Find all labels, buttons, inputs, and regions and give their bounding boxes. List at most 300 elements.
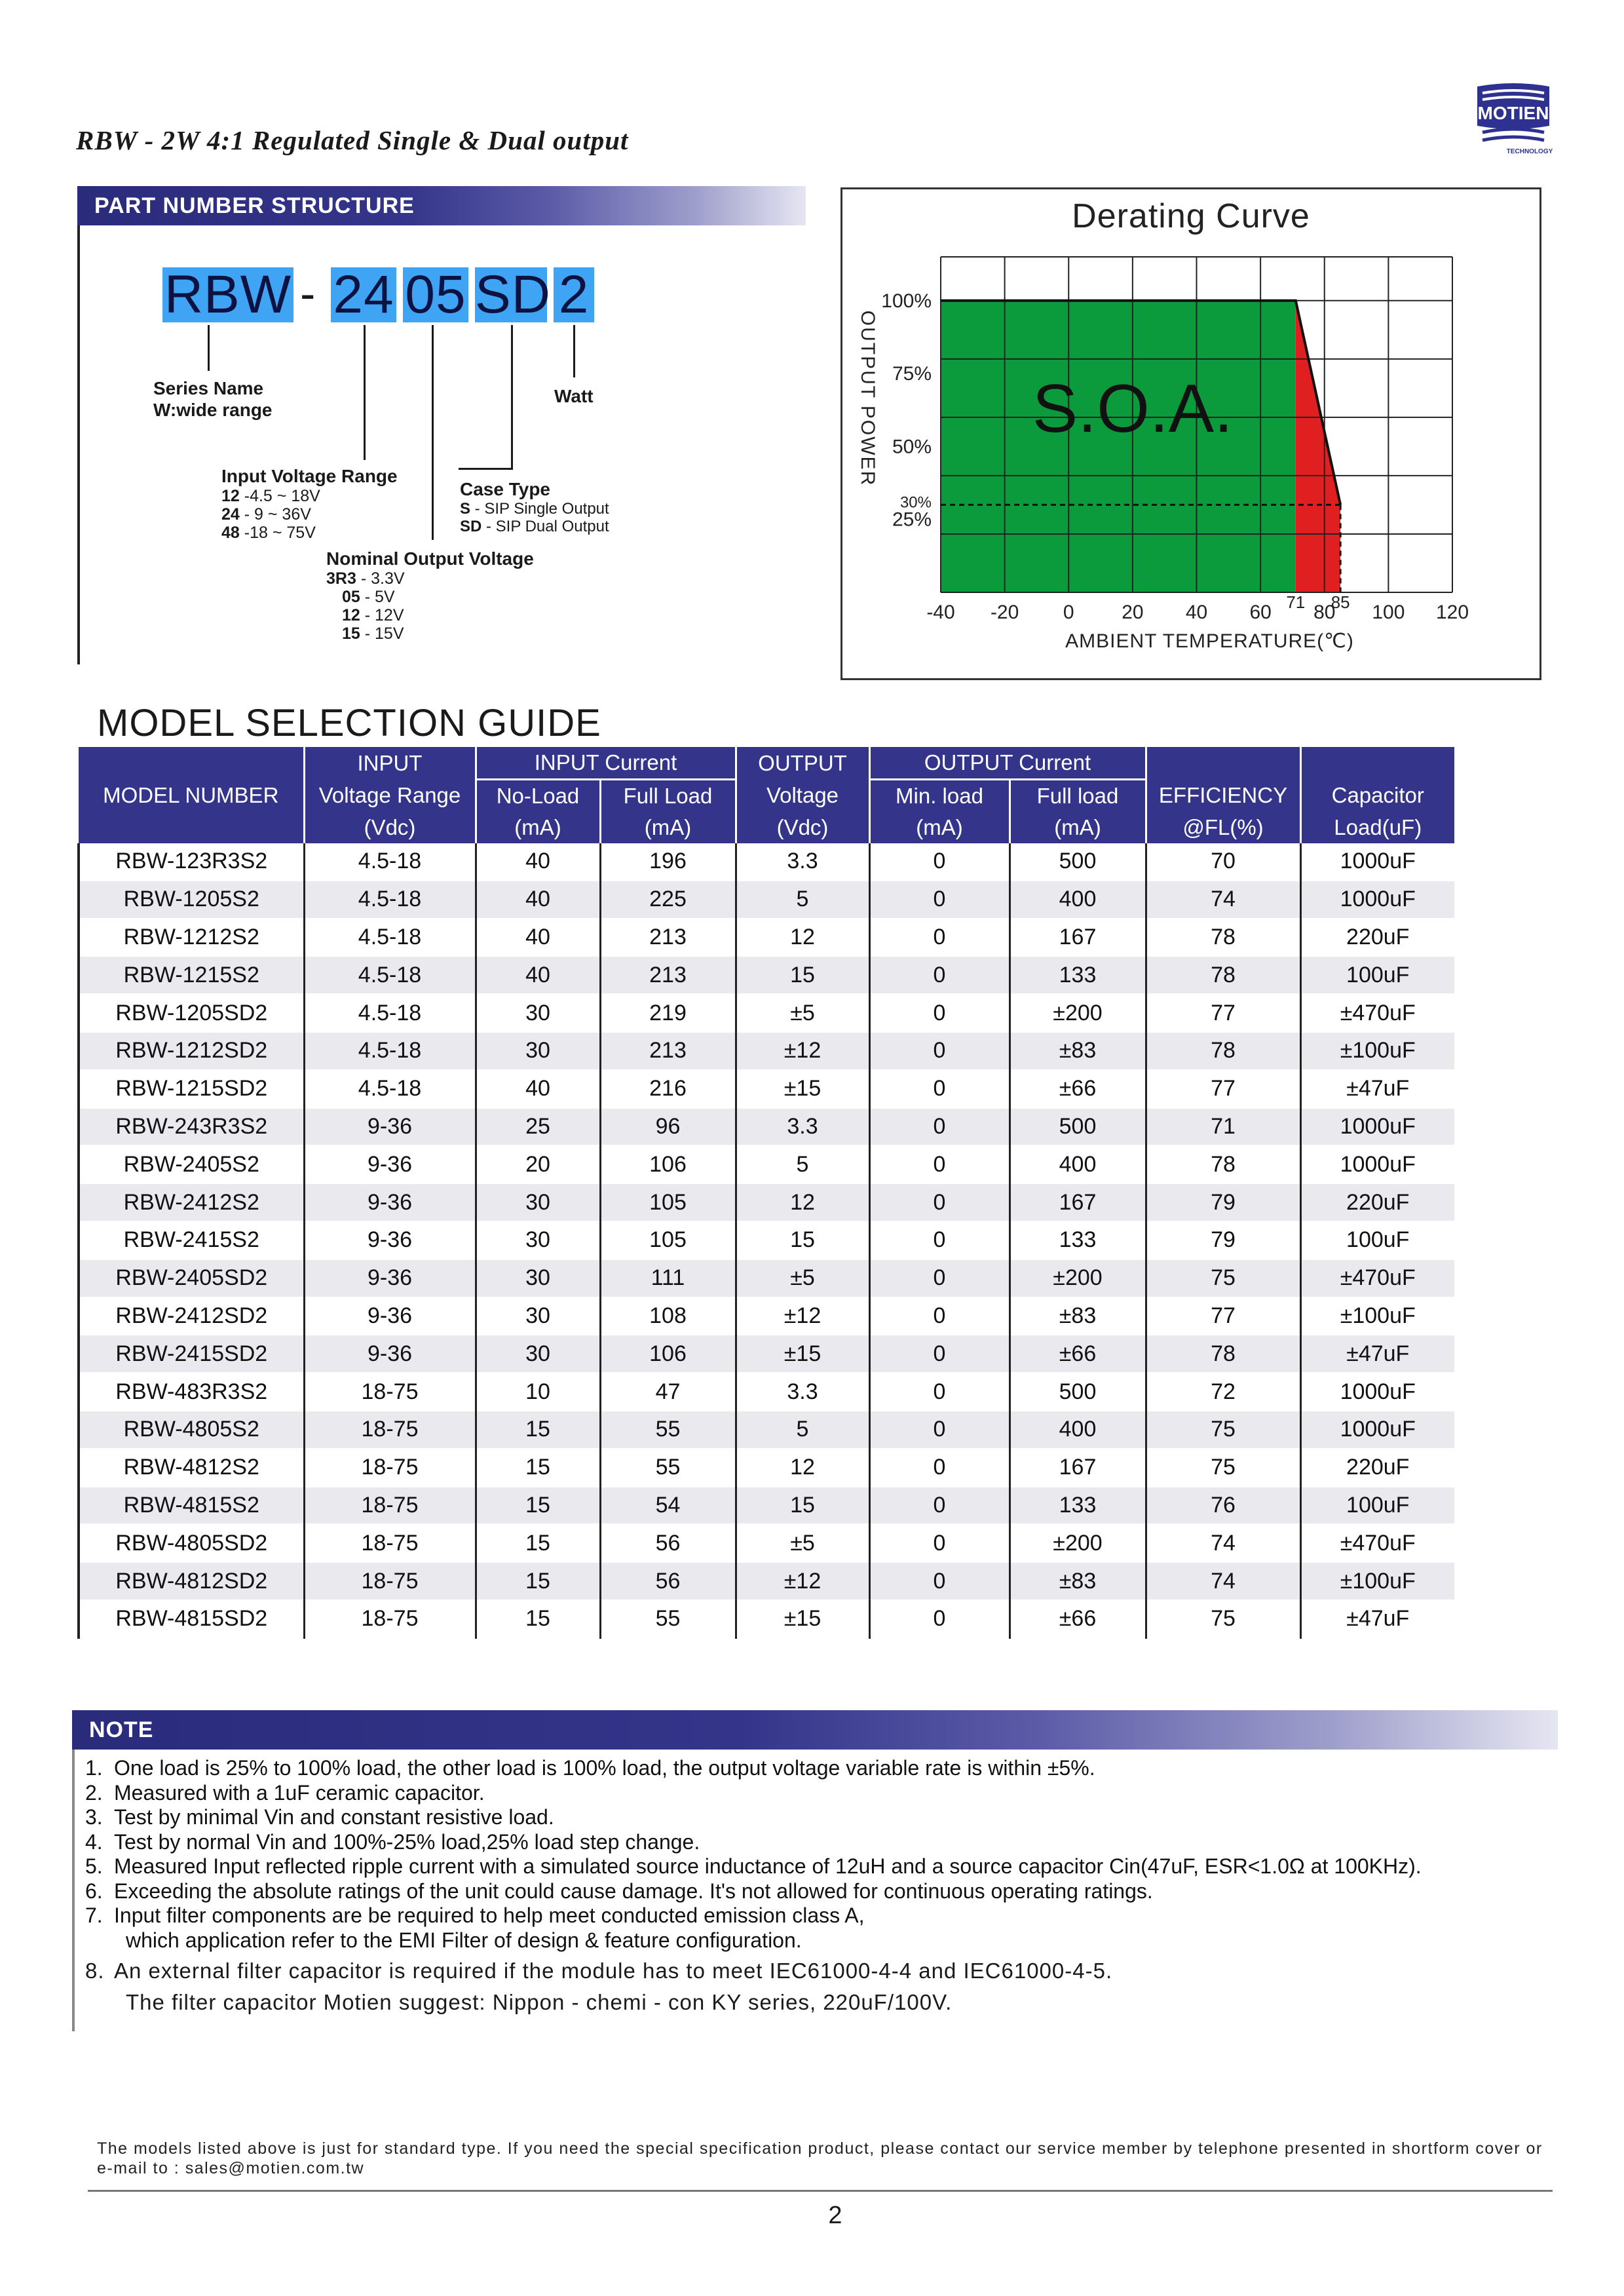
th-capacitor-top — [1300, 747, 1454, 780]
table-cell: 220uF — [1300, 1449, 1454, 1487]
table-row — [79, 1297, 1454, 1335]
table-cell: ±12 — [736, 1562, 869, 1600]
table-cell: 100uF — [1300, 956, 1454, 994]
table-cell: 56 — [600, 1562, 736, 1600]
list-item: 15 - 15V — [342, 624, 404, 643]
motien-logo — [1464, 80, 1562, 159]
table-cell: 4.5-18 — [304, 1032, 476, 1070]
table-cell: 25 — [476, 1108, 600, 1146]
derating-chart — [840, 187, 1541, 680]
th-output-current: OUTPUT Current — [869, 747, 1146, 780]
table-cell: 216 — [600, 1070, 736, 1108]
x-tick-label: 60 — [1249, 602, 1272, 623]
table-cell: ±83 — [1010, 1562, 1146, 1600]
list-item: 24 - 9 ~ 36V — [221, 505, 311, 524]
table-cell: 400 — [1010, 1145, 1146, 1183]
note-item: 1. One load is 25% to 100% load, the other load is 100% load, the output voltage variable rate is within ±5%. — [85, 1756, 1095, 1780]
table-cell: 4.5-18 — [304, 843, 476, 881]
table-row — [79, 1411, 1454, 1449]
pn-input-box: 24 — [331, 267, 396, 322]
list-item: SD - SIP Dual Output — [460, 518, 609, 535]
section-left-rule — [77, 225, 80, 664]
table-cell: 100uF — [1300, 1221, 1454, 1259]
series-connector — [208, 325, 210, 371]
table-cell: 0 — [869, 1600, 1010, 1638]
table-cell: ±66 — [1010, 1600, 1146, 1638]
table-cell: 0 — [869, 1032, 1010, 1070]
table-cell: 30 — [476, 1032, 600, 1070]
table-row — [79, 1259, 1454, 1297]
note-item: 5. Measured Input reflected ripple current with a simulated source inductance of 12uH and a source capacitor Cin(47uF, ESR<1.0Ω at 100KHz). — [85, 1854, 1422, 1878]
table-cell: 4.5-18 — [304, 994, 476, 1032]
case-type-list — [460, 500, 609, 535]
list-item: S - SIP Single Output — [460, 500, 609, 518]
table-cell: 1000uF — [1300, 881, 1454, 919]
th-model — [79, 747, 304, 780]
th-fl: @FL(%) — [1146, 812, 1300, 843]
table-cell: ±200 — [1010, 994, 1146, 1032]
th-load-uf: Load(uF) — [1300, 812, 1454, 843]
table-cell: ±66 — [1010, 1335, 1146, 1373]
table-cell: ±100uF — [1300, 1297, 1454, 1335]
table-cell: 5 — [736, 1411, 869, 1449]
note-item: 6. Exceeding the absolute ratings of the unit could cause damage. It's not allowed for continuous operating ratings. — [85, 1879, 1153, 1903]
note-item: 2. Measured with a 1uF ceramic capacitor. — [85, 1780, 485, 1805]
table-cell: 40 — [476, 956, 600, 994]
x-tick-label: 0 — [1063, 602, 1074, 623]
table-cell: 55 — [600, 1449, 736, 1487]
table-cell: 167 — [1010, 1183, 1146, 1221]
table-cell: ±12 — [736, 1297, 869, 1335]
table-cell: 30 — [476, 1221, 600, 1259]
table-cell: ±200 — [1010, 1524, 1146, 1562]
table-cell: ±15 — [736, 1335, 869, 1373]
th-full-load-out: Full load — [1010, 780, 1146, 813]
table-cell: 70 — [1146, 843, 1300, 881]
table-cell: 74 — [1146, 881, 1300, 919]
table-cell: 15 — [736, 1221, 869, 1259]
table-cell: 30 — [476, 1297, 600, 1335]
table-cell: 74 — [1146, 1524, 1300, 1562]
table-row — [79, 994, 1454, 1032]
table-cell: ±470uF — [1300, 1524, 1454, 1562]
table-cell: 12 — [736, 919, 869, 957]
table-cell: 30 — [476, 994, 600, 1032]
note-section-label: NOTE — [89, 1717, 154, 1742]
table-cell: 55 — [600, 1600, 736, 1638]
table-cell: RBW-483R3S2 — [79, 1373, 304, 1411]
table-cell: 12 — [736, 1183, 869, 1221]
table-cell: 1000uF — [1300, 1373, 1454, 1411]
table-cell: 4.5-18 — [304, 919, 476, 957]
page-number: 2 — [828, 2202, 842, 2229]
table-cell: ±200 — [1010, 1259, 1146, 1297]
table-cell: RBW-1212S2 — [79, 919, 304, 957]
table-cell: 40 — [476, 1070, 600, 1108]
table-cell: 111 — [600, 1259, 736, 1297]
table-cell: 40 — [476, 881, 600, 919]
table-cell: 75 — [1146, 1449, 1300, 1487]
table-cell: 133 — [1010, 1221, 1146, 1259]
th-output: OUTPUT — [736, 747, 869, 780]
table-cell: 55 — [600, 1411, 736, 1449]
table-cell: 10 — [476, 1373, 600, 1411]
table-cell: 9-36 — [304, 1145, 476, 1183]
list-item: 48 -18 ~ 75V — [221, 524, 316, 542]
table-cell: 0 — [869, 1373, 1010, 1411]
table-cell: 18-75 — [304, 1449, 476, 1487]
part-number-section-label: PART NUMBER STRUCTURE — [94, 193, 415, 218]
table-cell: 78 — [1146, 1145, 1300, 1183]
table-cell: 0 — [869, 1221, 1010, 1259]
note-item: which application refer to the EMI Filter of design & feature configuration. — [126, 1928, 802, 1952]
th-no-load: No-Load — [476, 780, 600, 813]
note-item: 7. Input filter components are be required to help meet conducted emission class A, — [85, 1904, 865, 1927]
watt-connector — [573, 325, 575, 377]
table-cell: ±15 — [736, 1070, 869, 1108]
table-cell: 72 — [1146, 1373, 1300, 1411]
th-full-load: Full Load — [600, 780, 736, 813]
table-cell: 196 — [600, 843, 736, 881]
table-row — [79, 1183, 1454, 1221]
table-cell: 3.3 — [736, 843, 869, 881]
th-input: INPUT — [304, 747, 476, 780]
table-cell: 0 — [869, 956, 1010, 994]
table-cell: RBW-1215SD2 — [79, 1070, 304, 1108]
watt-label: Watt — [554, 386, 594, 406]
th-capacitor: Capacitor — [1300, 780, 1454, 813]
th-voltage-range: Voltage Range — [304, 780, 476, 813]
list-item: 12 -4.5 ~ 18V — [221, 487, 320, 505]
x-tick-label: -40 — [926, 602, 955, 623]
table-cell: RBW-243R3S2 — [79, 1108, 304, 1146]
table-cell: ±83 — [1010, 1032, 1146, 1070]
table-cell: 18-75 — [304, 1562, 476, 1600]
table-cell: 0 — [869, 881, 1010, 919]
table-cell: 500 — [1010, 1108, 1146, 1146]
table-cell: 15 — [736, 1487, 869, 1525]
table-row — [79, 1487, 1454, 1525]
table-cell: 4.5-18 — [304, 1070, 476, 1108]
table-cell: 56 — [600, 1524, 736, 1562]
table-cell: 400 — [1010, 881, 1146, 919]
part-number-section-bar — [77, 186, 806, 225]
footer-rule — [88, 2190, 1553, 2192]
table-cell: 96 — [600, 1108, 736, 1146]
table-cell: RBW-1212SD2 — [79, 1032, 304, 1070]
table-cell: ±47uF — [1300, 1070, 1454, 1108]
table-cell: 220uF — [1300, 919, 1454, 957]
table-cell: 0 — [869, 1297, 1010, 1335]
table-cell: ±470uF — [1300, 994, 1454, 1032]
table-cell: RBW-123R3S2 — [79, 843, 304, 881]
table-cell: RBW-1215S2 — [79, 956, 304, 994]
pn-output-box: 05 — [403, 267, 468, 322]
table-cell: 77 — [1146, 994, 1300, 1032]
table-cell: RBW-4812S2 — [79, 1449, 304, 1487]
table-cell: 12 — [736, 1449, 869, 1487]
table-cell: 15 — [476, 1524, 600, 1562]
table-cell: 0 — [869, 1335, 1010, 1373]
th-model-number: MODEL NUMBER — [79, 780, 304, 813]
note-item: 3. Test by minimal Vin and constant resistive load. — [85, 1805, 554, 1829]
table-cell: 0 — [869, 919, 1010, 957]
table-cell: 0 — [869, 1411, 1010, 1449]
table-cell: 9-36 — [304, 1221, 476, 1259]
table-cell: 9-36 — [304, 1108, 476, 1146]
table-cell: 15 — [476, 1562, 600, 1600]
table-cell: 15 — [476, 1600, 600, 1638]
table-cell: ±66 — [1010, 1070, 1146, 1108]
table-cell: ±15 — [736, 1600, 869, 1638]
table-cell: 18-75 — [304, 1487, 476, 1525]
table-cell: 105 — [600, 1221, 736, 1259]
table-cell: 9-36 — [304, 1297, 476, 1335]
th-voltage: Voltage — [736, 780, 869, 813]
table-cell: ±100uF — [1300, 1032, 1454, 1070]
table-cell: 5 — [736, 1145, 869, 1183]
table-cell: 54 — [600, 1487, 736, 1525]
list-item: 05 - 5V — [342, 588, 395, 606]
table-cell: 167 — [1010, 919, 1146, 957]
table-cell: 18-75 — [304, 1373, 476, 1411]
document-title: RBW - 2W 4:1 Regulated Single & Dual output — [76, 125, 629, 155]
table-row — [79, 1600, 1454, 1638]
case-connector — [511, 325, 513, 468]
table-cell: 108 — [600, 1297, 736, 1335]
list-item: 12 - 12V — [342, 606, 404, 624]
soa-derated-area — [1296, 301, 1340, 592]
x-tick-label: 20 — [1122, 602, 1144, 623]
table-cell: RBW-2405S2 — [79, 1145, 304, 1183]
note-item: 4. Test by normal Vin and 100%-25% load,25% load step change. — [85, 1829, 700, 1854]
table-cell: 78 — [1146, 919, 1300, 957]
table-cell: 15 — [476, 1449, 600, 1487]
table-cell: RBW-4812SD2 — [79, 1562, 304, 1600]
table-cell: RBW-4815S2 — [79, 1487, 304, 1525]
table-cell: 40 — [476, 843, 600, 881]
table-cell: ±12 — [736, 1032, 869, 1070]
table-cell: 9-36 — [304, 1335, 476, 1373]
table-cell: 0 — [869, 1449, 1010, 1487]
table-cell: 5 — [736, 881, 869, 919]
y-tick-label: 75% — [892, 363, 932, 385]
table-cell: 18-75 — [304, 1524, 476, 1562]
table-cell: 15 — [476, 1411, 600, 1449]
table-cell: 225 — [600, 881, 736, 919]
th-min-load: Min. load — [869, 780, 1010, 813]
table-cell: 106 — [600, 1335, 736, 1373]
table-cell: 100uF — [1300, 1487, 1454, 1525]
table-cell: 18-75 — [304, 1411, 476, 1449]
table-row — [79, 843, 1454, 881]
table-cell: 0 — [869, 1487, 1010, 1525]
th-input-current: INPUT Current — [476, 747, 736, 780]
table-cell: 30 — [476, 1183, 600, 1221]
nominal-voltage-block: Nominal Output Voltage 3R3 - 3.3V 05 - 5V 12 - 12V 15 - 15V — [326, 548, 534, 643]
guide-title: MODEL SELECTION GUIDE — [97, 702, 601, 744]
table-cell: 77 — [1146, 1297, 1300, 1335]
th-ma-min: (mA) — [869, 812, 1010, 843]
table-cell: 4.5-18 — [304, 956, 476, 994]
y-extra-tick-label: 30% — [899, 493, 932, 512]
table-row — [79, 919, 1454, 957]
logo-subtext: TECHNOLOGY — [1506, 148, 1553, 155]
table-cell: ±5 — [736, 994, 869, 1032]
note-item-8: 8. An external filter capacitor is required if the module has to meet IEC61000-4-4 and IEC61000-4-5. — [85, 1959, 1113, 1983]
table-cell: 0 — [869, 1108, 1010, 1146]
table-cell: 79 — [1146, 1183, 1300, 1221]
table-cell: ±470uF — [1300, 1259, 1454, 1297]
table-cell: ±47uF — [1300, 1600, 1454, 1638]
table-cell: 0 — [869, 1145, 1010, 1183]
model-selection-table — [77, 747, 1454, 1639]
table-cell: RBW-4805S2 — [79, 1411, 304, 1449]
th-ma-full: (mA) — [1010, 812, 1146, 843]
table-cell: 79 — [1146, 1221, 1300, 1259]
table-row — [79, 1145, 1454, 1183]
y-tick-label: 50% — [892, 436, 932, 458]
table-cell: RBW-1205S2 — [79, 881, 304, 919]
x-extra-tick-label: 71 — [1286, 592, 1306, 612]
table-cell: 400 — [1010, 1411, 1146, 1449]
table-cell: 0 — [869, 1183, 1010, 1221]
case-type-block: Case Type S - SIP Single Output SD - SIP Dual Output — [460, 479, 609, 535]
table-cell: 0 — [869, 843, 1010, 881]
list-item: 3R3 - 3.3V — [326, 569, 405, 588]
input-connector — [364, 325, 366, 460]
th-vdc-out: (Vdc) — [736, 812, 869, 843]
table-cell: 0 — [869, 1524, 1010, 1562]
x-extra-tick-label: 85 — [1331, 592, 1350, 612]
table-cell: 15 — [476, 1487, 600, 1525]
table-cell: 4.5-18 — [304, 881, 476, 919]
pn-dash: - — [300, 268, 316, 319]
table-cell: 75 — [1146, 1600, 1300, 1638]
table-cell: RBW-2412S2 — [79, 1183, 304, 1221]
table-cell: 18-75 — [304, 1600, 476, 1638]
table-row — [79, 1070, 1454, 1108]
pn-watt-box: 2 — [554, 267, 594, 322]
th-ma-noload: (mA) — [476, 812, 600, 843]
table-cell: RBW-1205SD2 — [79, 994, 304, 1032]
table-cell: RBW-4805SD2 — [79, 1524, 304, 1562]
th-efficiency-top — [1146, 747, 1300, 780]
table-row — [79, 1032, 1454, 1070]
table-row — [79, 1373, 1454, 1411]
note-section-bar — [72, 1710, 1558, 1750]
table-cell: 75 — [1146, 1259, 1300, 1297]
x-axis-title: AMBIENT TEMPERATURE(℃) — [1065, 630, 1354, 652]
table-cell: 30 — [476, 1335, 600, 1373]
x-tick-label: 40 — [1185, 602, 1208, 623]
note-left-rule — [72, 1750, 75, 2031]
table-cell: 106 — [600, 1145, 736, 1183]
table-cell: 9-36 — [304, 1259, 476, 1297]
x-tick-label: 80 — [1313, 602, 1336, 623]
footer-disclaimer: The models listed above is just for standard type. If you need the special specification product, please contact our service member by telephone presented in shortform cover or e-mail to : sales@motien.com.tw — [97, 2139, 1543, 2177]
table-cell: 213 — [600, 1032, 736, 1070]
table-cell: 500 — [1010, 1373, 1146, 1411]
y-axis-title: OUTPUT POWER — [857, 310, 878, 487]
table-cell: 77 — [1146, 1070, 1300, 1108]
table-cell: 167 — [1010, 1449, 1146, 1487]
note-item-8-cont: The filter capacitor Motien suggest: Nippon - chemi - con KY series, 220uF/100V. — [126, 1990, 953, 2014]
x-tick-label: -20 — [990, 602, 1019, 623]
logo-text: MOTIEN — [1477, 103, 1549, 123]
th-vdc: (Vdc) — [304, 812, 476, 843]
table-cell: 76 — [1146, 1487, 1300, 1525]
pn-series-box: RBW — [162, 267, 293, 322]
table-cell: 0 — [869, 1070, 1010, 1108]
chart-title: Derating Curve — [1072, 197, 1310, 235]
y-tick-label: 25% — [892, 508, 932, 531]
table-row — [79, 1221, 1454, 1259]
table-cell: 78 — [1146, 1032, 1300, 1070]
table-cell: 1000uF — [1300, 1145, 1454, 1183]
table-row — [79, 1524, 1454, 1562]
table-cell: 3.3 — [736, 1373, 869, 1411]
y-tick-label: 100% — [881, 290, 932, 312]
table-cell: 0 — [869, 1259, 1010, 1297]
table-cell: 213 — [600, 956, 736, 994]
table-cell: ±100uF — [1300, 1562, 1454, 1600]
table-cell: RBW-4815SD2 — [79, 1600, 304, 1638]
pn-case-box: SD — [475, 265, 551, 324]
table-cell: RBW-2412SD2 — [79, 1297, 304, 1335]
table-cell: ±47uF — [1300, 1335, 1454, 1373]
table-cell: 1000uF — [1300, 843, 1454, 881]
th-efficiency: EFFICIENCY — [1146, 780, 1300, 813]
table-row — [79, 956, 1454, 994]
table-cell: 213 — [600, 919, 736, 957]
table-cell: 20 — [476, 1145, 600, 1183]
table-cell: 40 — [476, 919, 600, 957]
table-cell: 15 — [736, 956, 869, 994]
table-cell: 105 — [600, 1183, 736, 1221]
table-row — [79, 1562, 1454, 1600]
table-cell: 1000uF — [1300, 1108, 1454, 1146]
table-cell: 78 — [1146, 1335, 1300, 1373]
notes-list — [85, 1756, 1566, 2018]
table-cell: 0 — [869, 1562, 1010, 1600]
table-cell: 74 — [1146, 1562, 1300, 1600]
table-cell: 0 — [869, 994, 1010, 1032]
table-cell: ±5 — [736, 1524, 869, 1562]
table-cell: 500 — [1010, 843, 1146, 881]
input-range-list — [221, 487, 398, 542]
table-cell: RBW-2415S2 — [79, 1221, 304, 1259]
table-row — [79, 1108, 1454, 1146]
nominal-voltage-list — [326, 569, 534, 643]
table-cell: RBW-2405SD2 — [79, 1259, 304, 1297]
table-cell: 71 — [1146, 1108, 1300, 1146]
table-row — [79, 881, 1454, 919]
th-blank — [79, 812, 304, 843]
output-connector — [432, 325, 434, 540]
input-voltage-range-block: Input Voltage Range 12 -4.5 ~ 18V 24 - 9 ~ 36V 48 -18 ~ 75V — [221, 466, 398, 542]
table-cell: RBW-2415SD2 — [79, 1335, 304, 1373]
table-cell: 1000uF — [1300, 1411, 1454, 1449]
table-cell: ±5 — [736, 1259, 869, 1297]
table-cell: 9-36 — [304, 1183, 476, 1221]
table-cell: 75 — [1146, 1411, 1300, 1449]
table-cell: 30 — [476, 1259, 600, 1297]
model-table-body — [79, 843, 1454, 1638]
table-row — [79, 1335, 1454, 1373]
table-cell: 220uF — [1300, 1183, 1454, 1221]
th-ma-fullload: (mA) — [600, 812, 736, 843]
